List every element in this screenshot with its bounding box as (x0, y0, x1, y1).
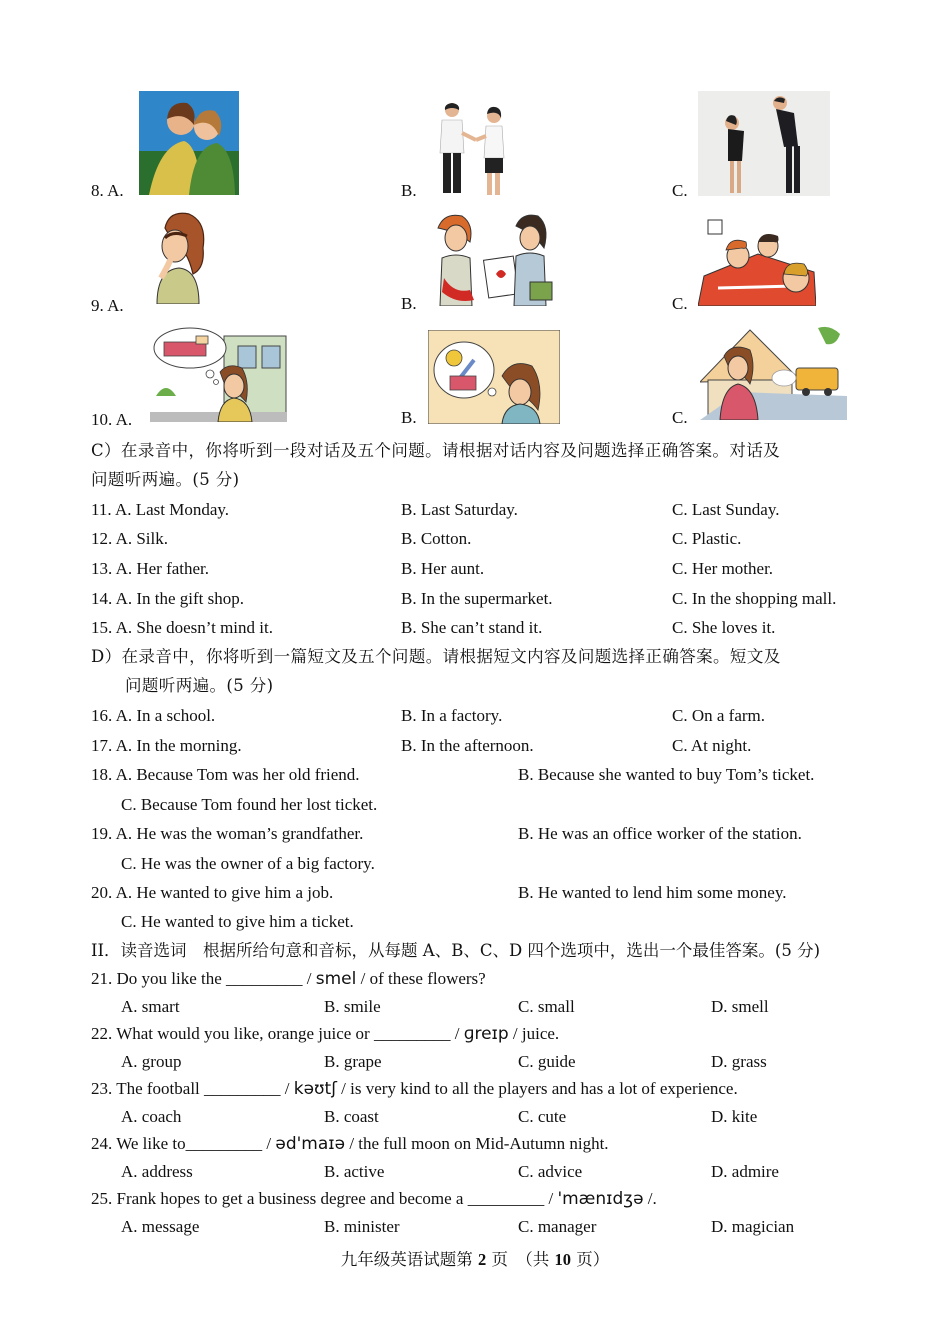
q8-number (91, 181, 124, 201)
option-a: A. Silk. (115, 529, 168, 548)
question-14 (91, 589, 244, 609)
question-stem-after: / of these flowers? (356, 969, 486, 988)
option-a: A. He was the woman’s grandfather. (115, 824, 364, 843)
question-14-option-b: B. In the supermarket. (401, 589, 553, 608)
question-19-option-b: B. He was an office worker of the station. (518, 824, 802, 843)
question-17-option-c: C. At night. (672, 736, 752, 755)
question-12 (91, 529, 168, 549)
question-13-option-c: C. Her mother. (672, 559, 774, 578)
question-21-option-c: C. small (518, 997, 575, 1016)
question-24-option-d: D. admire (711, 1162, 779, 1181)
question-stem-before: What would you like, orange juice or _________ / (116, 1024, 464, 1043)
q9-c-label: C. (672, 294, 688, 313)
question-17 (91, 736, 242, 756)
question-16-option-b: B. In a factory. (401, 706, 503, 725)
question-stem-after: /. (643, 1189, 657, 1208)
question-number: 21. (91, 969, 113, 988)
question-24 (91, 1134, 609, 1154)
question-stem-before: We like to_________ / (116, 1134, 276, 1153)
question-stem-before: Frank hopes to get a business degree and become a _________ / (116, 1189, 558, 1208)
picture-8a-hugging-women (139, 91, 239, 195)
phonetic-transcription: 'mænɪdʒə (557, 1189, 644, 1209)
page-footer (0, 1250, 950, 1270)
phonetic-transcription: kəʊtʃ (293, 1079, 337, 1099)
q10-b-label: B. (401, 408, 417, 427)
q9-number (91, 296, 124, 316)
question-25-option-c: C. manager (518, 1217, 597, 1236)
q8-a-label: A. (107, 181, 124, 200)
phonetic-transcription: ɡreɪp (463, 1024, 509, 1044)
question-number: 22. (91, 1024, 113, 1043)
question-20-option-b: B. He wanted to lend him some money. (518, 883, 787, 902)
option-a: A. Last Monday. (114, 500, 230, 519)
question-13-option-b: B. Her aunt. (401, 559, 485, 578)
phonetic-transcription: smel (315, 969, 357, 989)
question-23-option-b: B. coast (324, 1107, 379, 1126)
q10-number (91, 410, 132, 430)
question-number: 18. (91, 765, 113, 784)
question-21 (91, 969, 486, 989)
question-number: 15. (91, 618, 113, 637)
footer-middle: 页 （共 (486, 1250, 555, 1269)
question-24-option-c: C. advice (518, 1162, 583, 1181)
q10-num: 10. (91, 410, 113, 429)
question-15-option-b: B. She can’t stand it. (401, 618, 543, 637)
question-number: 13. (91, 559, 113, 578)
question-22-option-a: A. group (121, 1052, 182, 1071)
question-22 (91, 1024, 559, 1044)
section-c-instruction-line1: C）在录音中，你将听到一段对话及五个问题。请根据对话内容及问题选择正确答案。对话及 (91, 441, 781, 460)
question-18 (91, 765, 360, 785)
section-c-instruction-line2: 问题听两遍。(5 分) (91, 470, 240, 489)
question-25-option-b: B. minister (324, 1217, 400, 1236)
question-20-option-c: C. He wanted to give him a ticket. (121, 912, 354, 931)
picture-10b-dreaming-of-ideas (428, 330, 560, 424)
question-number: 23. (91, 1079, 113, 1098)
question-number: 16. (91, 706, 113, 725)
question-21-option-a: A. smart (121, 997, 180, 1016)
question-stem-before: Do you like the _________ / (116, 969, 316, 988)
q8-num: 8. (91, 181, 104, 200)
section-d-instruction-line1: D）在录音中，你将听到一篇短文及五个问题。请根据短文内容及问题选择正确答案。短文及 (91, 647, 781, 666)
question-11-option-b: B. Last Saturday. (401, 500, 518, 519)
option-a: A. In a school. (115, 706, 216, 725)
question-25 (91, 1189, 657, 1209)
question-number: 12. (91, 529, 113, 548)
question-18-option-b: B. Because she wanted to buy Tom’s ticket. (518, 765, 815, 784)
question-number: 20. (91, 883, 113, 902)
picture-9a-thinking-girl (143, 208, 209, 304)
picture-8c-bowing (698, 91, 830, 196)
footer-page-number: 2 (478, 1250, 487, 1269)
q8-b-label: B. (401, 181, 417, 200)
question-23-option-d: D. kite (711, 1107, 758, 1126)
question-11 (91, 500, 229, 520)
question-number: 25. (91, 1189, 113, 1208)
picture-10a-dreaming-of-bed (150, 326, 287, 422)
question-24-option-b: B. active (324, 1162, 385, 1181)
option-a: A. In the gift shop. (115, 589, 244, 608)
question-number: 19. (91, 824, 113, 843)
question-19 (91, 824, 363, 844)
question-stem-before: The football _________ / (116, 1079, 294, 1098)
question-22-option-d: D. grass (711, 1052, 767, 1071)
q9-num: 9. (91, 296, 104, 315)
question-15 (91, 618, 273, 638)
q8-c-label: C. (672, 181, 688, 200)
question-24-option-a: A. address (121, 1162, 193, 1181)
q9-a-label: A. (107, 296, 124, 315)
question-22-option-c: C. guide (518, 1052, 576, 1071)
q10-a-label: A. (115, 410, 133, 429)
question-stem-after: / is very kind to all the players and has a lot of experience. (336, 1079, 738, 1098)
question-25-option-d: D. magician (711, 1217, 795, 1236)
picture-9c-fire-rescue (698, 216, 816, 306)
question-12-option-b: B. Cotton. (401, 529, 472, 548)
q10-c-label: C. (672, 408, 688, 427)
footer-suffix: 页） (571, 1250, 610, 1269)
q9-b-label: B. (401, 294, 417, 313)
option-a: A. She doesn’t mind it. (115, 618, 273, 637)
question-number: 14. (91, 589, 113, 608)
question-number: 11. (91, 500, 112, 519)
question-12-option-c: C. Plastic. (672, 529, 742, 548)
question-20 (91, 883, 333, 903)
option-a: A. Because Tom was her old friend. (115, 765, 360, 784)
question-14-option-c: C. In the shopping mall. (672, 589, 837, 608)
question-17-option-b: B. In the afternoon. (401, 736, 534, 755)
picture-9b-girls-giving-gift (430, 208, 554, 306)
option-a: A. In the morning. (115, 736, 242, 755)
question-23-option-a: A. coach (121, 1107, 182, 1126)
question-18-option-c: C. Because Tom found her lost ticket. (121, 795, 378, 814)
footer-total-pages: 10 (554, 1250, 571, 1269)
question-stem-after: / the full moon on Mid-Autumn night. (345, 1134, 609, 1153)
picture-8b-handshake (432, 98, 517, 196)
question-22-option-b: B. grape (324, 1052, 382, 1071)
question-15-option-c: C. She loves it. (672, 618, 776, 637)
question-21-option-b: B. smile (324, 997, 381, 1016)
option-a: A. Her father. (115, 559, 210, 578)
question-stem-after: / juice. (508, 1024, 560, 1043)
section-d-instruction-line2: 问题听两遍。(5 分) (125, 676, 274, 695)
question-21-option-d: D. smell (711, 997, 769, 1016)
question-number: 17. (91, 736, 113, 755)
phonetic-transcription: əd'maɪə (275, 1134, 346, 1154)
question-number: 24. (91, 1134, 113, 1153)
picture-10c-going-to-school (700, 322, 847, 420)
section-ii-instruction: II．读音选词 根据所给句意和音标，从每题 A、B、C、D 四个选项中，选出一个最佳答案。(5 分) (91, 941, 821, 960)
question-23-option-c: C. cute (518, 1107, 567, 1126)
question-11-option-c: C. Last Sunday. (672, 500, 780, 519)
question-16 (91, 706, 215, 726)
option-a: A. He wanted to give him a job. (115, 883, 334, 902)
question-16-option-c: C. On a farm. (672, 706, 766, 725)
question-13 (91, 559, 209, 579)
footer-prefix: 九年级英语试题第 (340, 1250, 478, 1269)
question-25-option-a: A. message (121, 1217, 200, 1236)
question-19-option-c: C. He was the owner of a big factory. (121, 854, 375, 873)
question-23 (91, 1079, 738, 1099)
